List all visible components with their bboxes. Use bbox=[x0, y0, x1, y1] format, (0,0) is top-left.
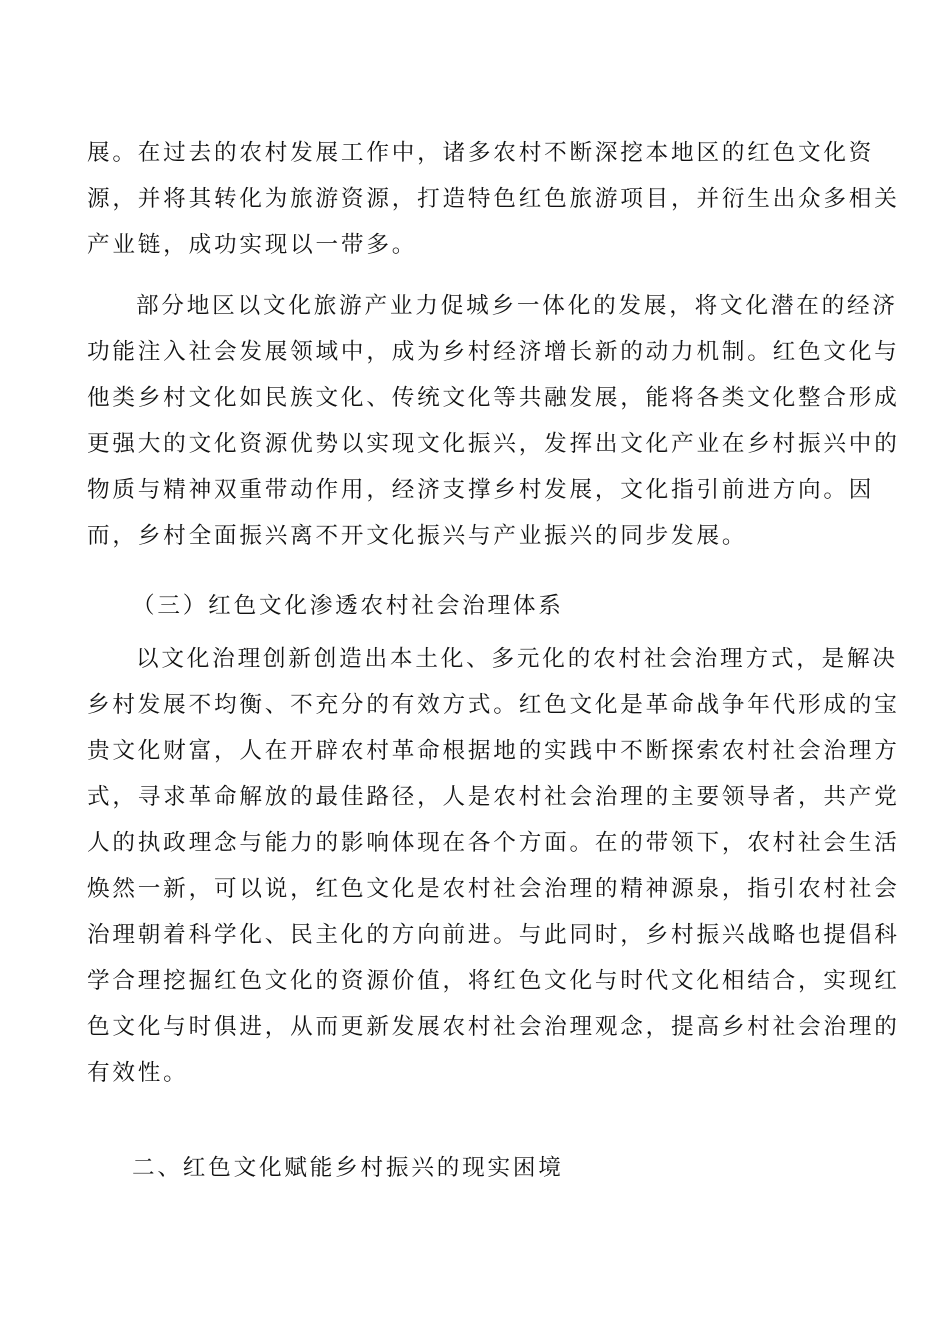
section-heading-2 bbox=[87, 1145, 863, 1191]
paragraph-2-line: 物质与精神双重带动作用，经济支撑乡村发展，文化指引前进方向。因 bbox=[87, 477, 875, 503]
paragraph-2-line: 而，乡村全面振兴离不开文化振兴与产业振兴的同步发展。 bbox=[87, 523, 748, 549]
paragraph-1-line: 产业链，成功实现以一带多。 bbox=[87, 232, 418, 258]
paragraph-3-line: 有效性。 bbox=[87, 1060, 189, 1086]
paragraph-3-line: 学合理挖掘红色文化的资源价值，将红色文化与时代文化相结合，实现红 bbox=[87, 968, 900, 994]
paragraph-1-line: 展。在过去的农村发展工作中，诸多农村不断深挖本地区的红色文化资 bbox=[87, 140, 875, 166]
section-heading-3 bbox=[87, 583, 863, 629]
paragraph-3-line: 色文化与时俱进，从而更新发展农村社会治理观念，提高乡村社会治理的 bbox=[87, 1014, 900, 1040]
paragraph-1-line: 源，并将其转化为旅游资源，打造特色红色旅游项目，并衍生出众多相关 bbox=[87, 186, 900, 212]
paragraph-3-line: 乡村发展不均衡、不充分的有效方式。红色文化是革命战争年代形成的宝 bbox=[87, 692, 900, 718]
paragraph-1 bbox=[87, 130, 900, 268]
paragraph-3-line: 式，寻求革命解放的最佳路径，人是农村社会治理的主要领导者，共产党 bbox=[87, 784, 900, 810]
paragraph-3-line: 贵文化财富，人在开辟农村革命根据地的实践中不断探索农村社会治理方 bbox=[87, 738, 900, 764]
paragraph-3-line: 人的执政理念与能力的影响体现在各个方面。在的带领下，农村社会生活 bbox=[87, 830, 900, 856]
section-heading-3-text: （三）红色文化渗透农村社会治理体系 bbox=[132, 593, 564, 619]
paragraph-2-line: 功能注入社会发展领域中，成为乡村经济增长新的动力机制。红色文化与 bbox=[87, 339, 900, 365]
paragraph-2-line: 更强大的文化资源优势以实现文化振兴，发挥出文化产业在乡村振兴中的 bbox=[87, 431, 900, 457]
section-heading-2-text: 二、红色文化赋能乡村振兴的现实困境 bbox=[132, 1155, 564, 1181]
paragraph-3-line: 治理朝着科学化、民主化的方向前进。与此同时，乡村振兴战略也提倡科 bbox=[87, 922, 900, 948]
paragraph-3-line: 以文化治理创新创造出本土化、多元化的农村社会治理方式，是解决 bbox=[136, 646, 898, 672]
paragraph-2-line: 部分地区以文化旅游产业力促城乡一体化的发展，将文化潜在的经济 bbox=[136, 293, 898, 319]
paragraph-3 bbox=[87, 636, 900, 1096]
paragraph-3-line: 焕然一新，可以说，红色文化是农村社会治理的精神源泉，指引农村社会 bbox=[87, 876, 900, 902]
paragraph-2-line: 他类乡村文化如民族文化、传统文化等共融发展，能将各类文化整合形成 bbox=[87, 385, 900, 411]
paragraph-2 bbox=[87, 283, 900, 559]
